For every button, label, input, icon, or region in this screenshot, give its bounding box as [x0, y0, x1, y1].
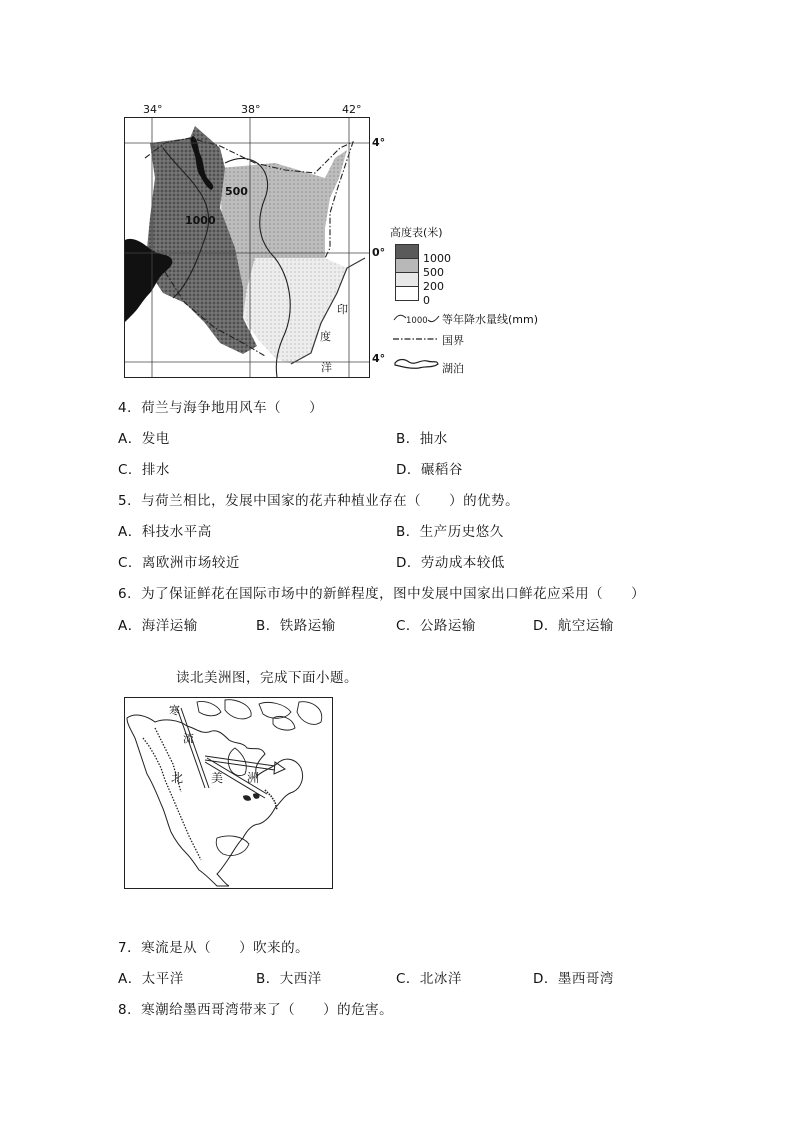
- q4-option-b[interactable]: B．抽水: [396, 431, 448, 447]
- arctic-island-2: [225, 700, 251, 719]
- question-8-stem: 8．寒潮给墨西哥湾带来了（ ）的危害。: [118, 1002, 394, 1018]
- q4-option-a[interactable]: A．发电: [118, 431, 170, 447]
- ocean-char-1: 印: [337, 303, 348, 316]
- kenya-map-svg: [125, 118, 369, 377]
- contour-label-500: 500: [225, 185, 248, 198]
- lat-label-4s: 4°: [372, 352, 386, 365]
- lat-label-4n: 4°: [372, 136, 386, 149]
- legend-level-0: 0: [423, 294, 430, 307]
- question-7-stem: 7．寒流是从（ ）吹来的。: [118, 940, 310, 956]
- legend-swatch-high: [395, 244, 419, 259]
- cold-wave-arrowhead-2: [274, 762, 285, 774]
- cold-wave-arrow-1b: [181, 708, 209, 788]
- q5-option-a[interactable]: A．科技水平高: [118, 524, 212, 540]
- kenya-map-frame: [124, 117, 370, 378]
- arctic-island-3: [259, 702, 291, 718]
- arctic-island-1: [197, 701, 221, 715]
- legend-isohyet-label: 等年降水量线(mm): [442, 313, 539, 326]
- label-bei: 北: [171, 771, 184, 785]
- lowland-region: [243, 258, 347, 364]
- q7-option-a[interactable]: A．太平洋: [118, 971, 184, 987]
- contour-label-1000: 1000: [185, 214, 216, 227]
- q5-option-c[interactable]: C．离欧洲市场较近: [118, 555, 240, 571]
- legend-swatch-mid: [395, 258, 419, 273]
- continent-outline: [127, 715, 303, 886]
- q7-option-c[interactable]: C．北冰洋: [396, 971, 462, 987]
- ocean-char-2: 度: [320, 330, 331, 343]
- q4-option-d[interactable]: D．碾稻谷: [396, 462, 463, 478]
- svg-text:1000: 1000: [406, 316, 428, 326]
- legend-swatch-low: [395, 272, 419, 287]
- label-zhou: 洲: [247, 771, 260, 785]
- greenland: [297, 702, 322, 725]
- q7-option-b[interactable]: B．大西洋: [256, 971, 322, 987]
- legend-level-500: 500: [423, 266, 444, 279]
- legend-lake-sample: [393, 356, 439, 370]
- ocean-char-3: 洋: [321, 361, 332, 374]
- lat-label-0: 0°: [372, 246, 386, 259]
- north-america-map-frame: [124, 697, 333, 889]
- label-liu: 流: [183, 732, 194, 745]
- legend-isohyet-sample: [392, 310, 440, 328]
- question-6-stem: 6．为了保证鲜花在国际市场中的新鲜程度，图中发展中国家出口鲜花应采用（ ）: [118, 586, 646, 602]
- intro-north-america: 读北美洲图，完成下面小题。: [176, 670, 358, 686]
- legend-swatch-sea: [395, 286, 419, 301]
- q7-option-d[interactable]: D．墨西哥湾: [533, 971, 614, 987]
- q6-option-c[interactable]: C．公路运输: [396, 618, 476, 634]
- legend-border-sample: [393, 334, 439, 344]
- rocky-mountains: [143, 738, 201, 860]
- great-lake-1: [243, 795, 251, 801]
- legend-lake-label: 湖泊: [442, 362, 464, 375]
- q5-option-d[interactable]: D．劳动成本较低: [396, 555, 505, 571]
- question-5-stem: 5．与荷兰相比，发展中国家的花卉种植业存在（ ）的优势。: [118, 493, 520, 509]
- legend-level-1000: 1000: [423, 252, 451, 265]
- q6-option-a[interactable]: A．海洋运输: [118, 618, 198, 634]
- q4-option-c[interactable]: C．排水: [118, 462, 170, 478]
- lon-label-34: 34°: [143, 103, 163, 116]
- q5-option-b[interactable]: B．生产历史悠久: [396, 524, 504, 540]
- legend-title: 高度表(米): [390, 226, 443, 239]
- question-4-stem: 4．荷兰与海争地用风车（ ）: [118, 400, 324, 416]
- north-america-map-svg: [125, 698, 332, 888]
- legend-border-label: 国界: [442, 334, 464, 347]
- label-han: 寒: [169, 704, 180, 717]
- legend-level-200: 200: [423, 280, 444, 293]
- label-mei: 美: [211, 771, 224, 785]
- lon-label-38: 38°: [241, 103, 261, 116]
- q6-option-b[interactable]: B．铁路运输: [256, 618, 336, 634]
- lon-label-42: 42°: [342, 103, 362, 116]
- appalachian-mountains: [265, 790, 277, 810]
- q6-option-d[interactable]: D．航空运输: [533, 618, 614, 634]
